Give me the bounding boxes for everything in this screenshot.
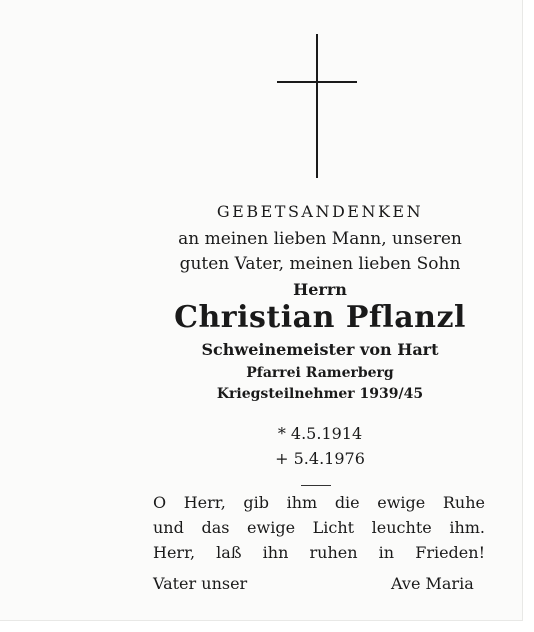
- military-service: Kriegsteilnehmer 1939/45: [216, 386, 424, 402]
- closing-prayer-right: Ave Maria: [391, 574, 474, 593]
- honorific: Herrn: [293, 280, 347, 299]
- divider: [301, 485, 331, 486]
- deceased-name: Christian Pflanzl: [174, 300, 466, 335]
- parish: Pfarrei Ramerberg: [246, 365, 394, 381]
- intro-line: an meinen lieben Mann, unseren: [178, 229, 462, 249]
- prayer-line: Herr, laß ihn ruhen in Frieden!: [153, 543, 485, 562]
- heading: GEBETSANDENKEN: [216, 202, 424, 221]
- prayer-line: O Herr, gib ihm die ewige Ruhe: [153, 493, 485, 512]
- closing-prayer-left: Vater unser: [153, 574, 248, 593]
- occupation: Schweinemeister von Hart: [201, 340, 439, 359]
- prayer-line: und das ewige Licht leuchte ihm.: [153, 518, 485, 537]
- birth-date: * 4.5.1914: [277, 424, 363, 443]
- intro-line: guten Vater, meinen lieben Sohn: [179, 254, 461, 274]
- death-date: + 5.4.1976: [275, 449, 365, 468]
